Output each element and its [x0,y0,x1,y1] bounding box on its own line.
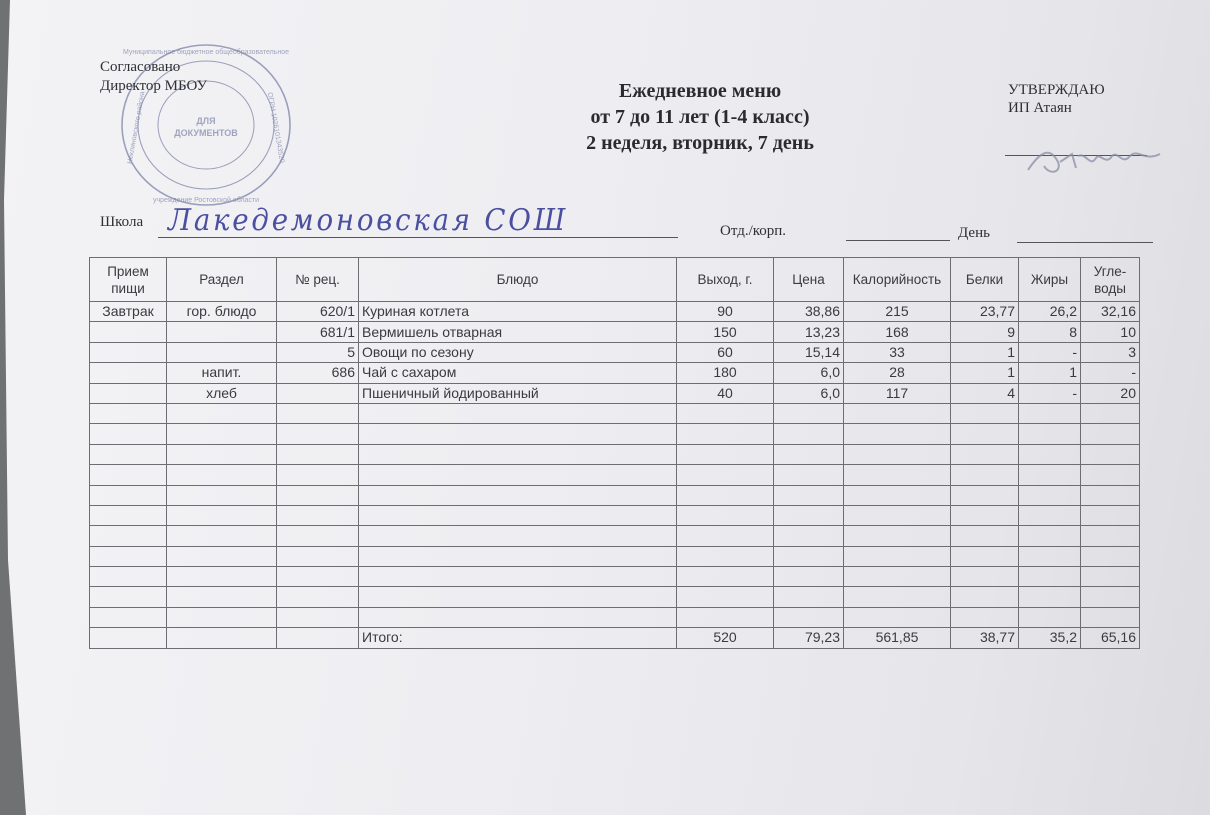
empty-row [90,444,1140,464]
section-cell [167,607,277,627]
fats-cell [1019,403,1081,423]
proteins-cell [951,505,1019,525]
recipe-cell [277,587,359,607]
meal-cell [90,628,167,648]
recipe-cell: 5 [277,342,359,362]
calories-cell [844,567,951,587]
header-recipe-col: № рец. [277,258,359,302]
fats-cell: 35,2 [1019,628,1081,648]
yield-cell [677,444,774,464]
calories-cell [844,526,951,546]
table-row [90,322,1140,342]
section-cell [167,505,277,525]
fats-cell [1019,607,1081,627]
fats-cell [1019,567,1081,587]
calories-cell: 33 [844,342,951,362]
meal-cell [90,465,167,485]
yield-cell [677,607,774,627]
empty-row [90,424,1140,444]
section-cell: гор. блюдо [167,302,277,322]
yield-cell: 40 [677,383,774,403]
dish-cell [359,526,677,546]
dish-cell [359,587,677,607]
empty-row [90,505,1140,525]
carbs-cell [1081,587,1140,607]
yield-cell: 180 [677,363,774,383]
total-row [90,628,1140,648]
dish-cell: Куриная котлета [359,302,677,322]
fats-cell: 8 [1019,322,1081,342]
day-label: День [958,225,990,241]
price-cell: 6,0 [774,383,844,403]
recipe-cell [277,546,359,566]
dish-cell [359,567,677,587]
section-cell [167,526,277,546]
proteins-cell: 9 [951,322,1019,342]
fats-cell [1019,485,1081,505]
svg-text:Неклиновского района: Неклиновского района [126,90,147,165]
dish-cell [359,607,677,627]
stamp-center-line2: ДОКУМЕНТОВ [174,128,238,138]
approve-label: УТВЕРЖДАЮ [1008,82,1105,98]
dish-cell [359,485,677,505]
dish-cell [359,505,677,525]
price-cell [774,465,844,485]
carbs-cell: 10 [1081,322,1140,342]
dish-cell: Чай с сахаром [359,363,677,383]
yield-cell [677,587,774,607]
proteins-cell: 23,77 [951,302,1019,322]
meal-cell [90,424,167,444]
recipe-cell [277,526,359,546]
calories-cell [844,403,951,423]
header-section-col: Раздел [167,258,277,302]
calories-cell: 215 [844,302,951,322]
approved-label: Согласовано [100,59,181,75]
title-line-3: 2 неделя, вторник, 7 день [586,132,814,154]
price-cell [774,505,844,525]
calories-cell [844,444,951,464]
fats-cell [1019,424,1081,444]
carbs-cell: 20 [1081,383,1140,403]
price-cell: 79,23 [774,628,844,648]
header-calories-col: Калорийность [844,258,951,302]
calories-cell [844,587,951,607]
calories-cell: 168 [844,322,951,342]
menu-table [89,257,1140,649]
school-handwritten [162,196,582,246]
carbs-cell [1081,465,1140,485]
yield-cell [677,526,774,546]
fats-cell: - [1019,342,1081,362]
header-meal-col: Прием пищи [90,258,167,302]
header-price-col: Цена [774,258,844,302]
section-cell: хлеб [167,383,277,403]
meal-cell [90,363,167,383]
section-cell [167,567,277,587]
dish-cell [359,403,677,423]
carbs-cell: 65,16 [1081,628,1140,648]
header-carbs-col: Угле-воды [1081,258,1140,302]
proteins-cell [951,465,1019,485]
carbs-cell [1081,607,1140,627]
section-cell [167,403,277,423]
meal-cell [90,342,167,362]
calories-cell [844,505,951,525]
school-label: Школа [100,214,144,230]
calories-cell: 117 [844,383,951,403]
svg-text:учреждение Ростовской области: учреждение Ростовской области [152,197,260,204]
carbs-cell: - [1081,363,1140,383]
fats-cell [1019,587,1081,607]
proteins-cell [951,444,1019,464]
carbs-cell [1081,403,1140,423]
empty-row [90,403,1140,423]
recipe-cell [277,424,359,444]
yield-cell [677,485,774,505]
price-cell [774,485,844,505]
yield-cell [677,505,774,525]
title-line-1: Ежедневное меню [618,80,782,102]
header-proteins-col: Белки [951,258,1019,302]
price-cell [774,444,844,464]
section-cell [167,424,277,444]
empty-row [90,546,1140,566]
meal-cell [90,607,167,627]
yield-cell [677,424,774,444]
recipe-cell [277,567,359,587]
dish-cell: Вермишель отварная [359,322,677,342]
recipe-cell: 620/1 [277,302,359,322]
price-cell: 15,14 [774,342,844,362]
svg-text:Муниципальное бюджетное общеоб: Муниципальное бюджетное общеобразовательное [122,49,290,56]
dish-cell: Овощи по сезону [359,342,677,362]
yield-cell: 520 [677,628,774,648]
section-cell [167,485,277,505]
carbs-cell: 3 [1081,342,1140,362]
dish-cell: Пшеничный йодированный [359,383,677,403]
proteins-cell [951,424,1019,444]
proteins-cell: 38,77 [951,628,1019,648]
fats-cell: - [1019,383,1081,403]
recipe-cell [277,465,359,485]
empty-row [90,485,1140,505]
recipe-cell: 686 [277,363,359,383]
proteins-cell [951,587,1019,607]
section-cell [167,444,277,464]
meal-cell [90,444,167,464]
proteins-cell [951,485,1019,505]
header-fats-col: Жиры [1019,258,1081,302]
fats-cell: 26,2 [1019,302,1081,322]
meal-cell: Завтрак [90,302,167,322]
price-cell [774,607,844,627]
section-cell [167,546,277,566]
fats-cell: 1 [1019,363,1081,383]
carbs-cell [1081,444,1140,464]
stamp-center-line1: ДЛЯ [196,116,216,126]
proteins-cell: 1 [951,363,1019,383]
yield-cell [677,465,774,485]
meal-cell [90,546,167,566]
calories-cell: 561,85 [844,628,951,648]
proteins-cell [951,567,1019,587]
fats-cell [1019,505,1081,525]
table-body [90,302,1140,649]
title-line-2: от 7 до 11 лет (1-4 класс) [590,106,810,128]
section-cell [167,322,277,342]
dish-cell [359,465,677,485]
meal-cell [90,526,167,546]
section-cell [167,628,277,648]
fats-cell [1019,444,1081,464]
dish-cell [359,424,677,444]
price-cell: 6,0 [774,363,844,383]
yield-cell: 90 [677,302,774,322]
yield-cell [677,567,774,587]
yield-cell: 150 [677,322,774,342]
empty-row [90,607,1140,627]
fats-cell [1019,546,1081,566]
title-block [520,78,880,156]
recipe-cell [277,444,359,464]
calories-cell [844,485,951,505]
fats-cell [1019,526,1081,546]
handwritten-signature [1020,132,1170,182]
proteins-cell [951,403,1019,423]
empty-row [90,465,1140,485]
carbs-cell [1081,526,1140,546]
empty-row [90,587,1140,607]
meal-cell [90,403,167,423]
empty-row [90,526,1140,546]
calories-cell: 28 [844,363,951,383]
yield-cell: 60 [677,342,774,362]
fats-cell [1019,465,1081,485]
dish-cell [359,444,677,464]
carbs-cell [1081,485,1140,505]
carbs-cell: 32,16 [1081,302,1140,322]
meal-cell [90,505,167,525]
price-cell [774,567,844,587]
table-row [90,383,1140,403]
section-cell [167,587,277,607]
calories-cell [844,465,951,485]
price-cell [774,424,844,444]
price-cell: 38,86 [774,302,844,322]
proteins-cell: 4 [951,383,1019,403]
dish-cell [359,546,677,566]
svg-text:Лакедемоновская СОШ: Лакедемоновская СОШ [166,203,568,238]
price-cell: 13,23 [774,322,844,342]
recipe-cell [277,505,359,525]
empty-row [90,567,1140,587]
table-row [90,302,1140,322]
day-line [1017,242,1153,243]
header-yield-col: Выход, г. [677,258,774,302]
calories-cell [844,546,951,566]
price-cell [774,403,844,423]
table-row [90,342,1140,362]
recipe-cell [277,403,359,423]
recipe-cell [277,607,359,627]
meal-cell [90,322,167,342]
price-cell [774,526,844,546]
meal-cell [90,567,167,587]
yield-cell [677,546,774,566]
recipe-cell [277,485,359,505]
meal-cell [90,383,167,403]
proteins-cell [951,526,1019,546]
recipe-cell [277,628,359,648]
table-header-row [90,258,1140,302]
section-cell: напит. [167,363,277,383]
dish-cell: Итого: [359,628,677,648]
svg-text:ОГРН 1026101343520: ОГРН 1026101343520 [265,91,286,164]
recipe-cell [277,383,359,403]
calories-cell [844,607,951,627]
carbs-cell [1081,505,1140,525]
carbs-cell [1081,424,1140,444]
recipe-cell: 681/1 [277,322,359,342]
proteins-cell: 1 [951,342,1019,362]
carbs-cell [1081,546,1140,566]
meal-cell [90,587,167,607]
dept-label: Отд./корп. [720,223,787,239]
section-cell [167,465,277,485]
meal-cell [90,485,167,505]
director-label: Директор МБОУ [100,78,208,94]
proteins-cell [951,607,1019,627]
header-dish-col: Блюдо [359,258,677,302]
section-cell [167,342,277,362]
approver-name: ИП Атаян [1008,100,1072,116]
price-cell [774,546,844,566]
proteins-cell [951,546,1019,566]
yield-cell [677,403,774,423]
dept-line [846,240,950,241]
calories-cell [844,424,951,444]
price-cell [774,587,844,607]
carbs-cell [1081,567,1140,587]
table-row [90,363,1140,383]
